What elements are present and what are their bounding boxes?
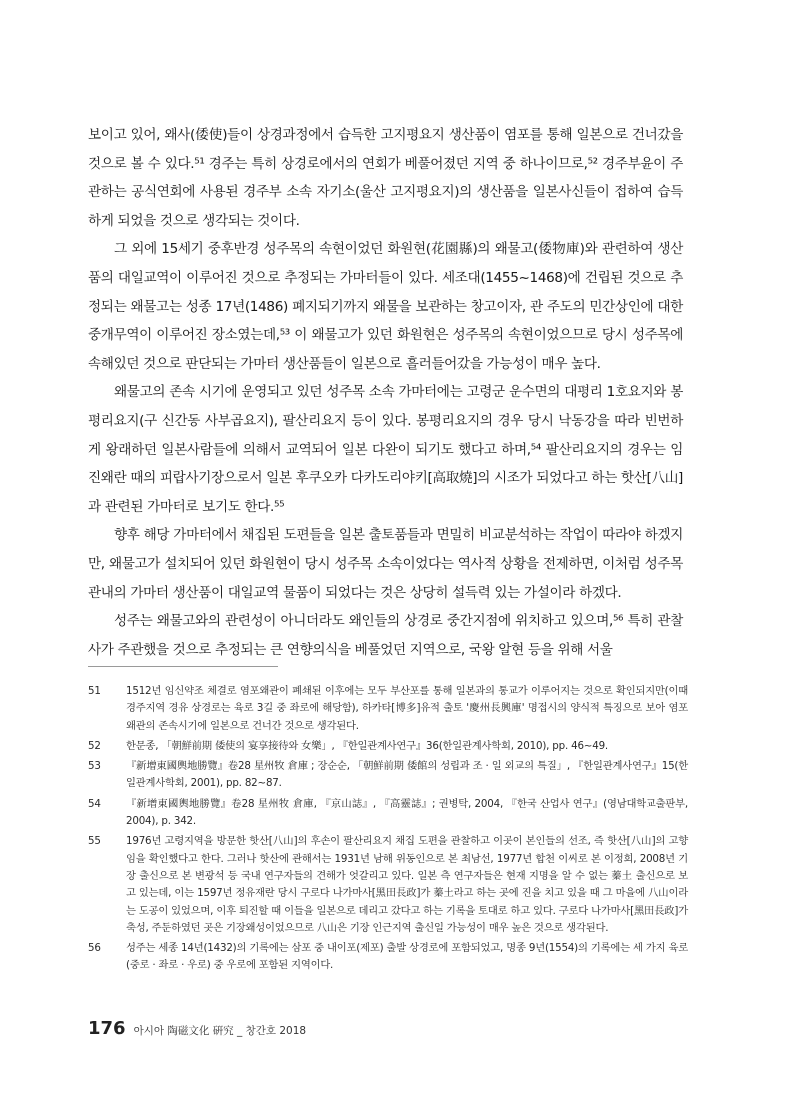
footnote-number: 54: [88, 797, 101, 810]
paragraph-2: 그 외에 15세기 중후반경 성주목의 속현이었던 화원현(花園縣)의 왜물고(倭物庫)와 관련하여 생산품의 대일교역이 이루어진 것으로 추정되는 가마터들이 있다. 세조대(1455~1468)에 건립된 것으로 추정되는 왜물고는 성종 17년(1486) 폐지되기까지 왜물을 보관하는 창고이자, 관 주도의 민간상인에 대한 중개무역이 이루어진 장소였는데,⁵³ 이 왜물고가 있던 화원현은 성주목의 속현이었으므로 당시 성주목에 속해있던 것으로 판단되는 가마터 생산품들이 일본으로 흘러들어갔을 가능성이 매우 높다.: [88, 241, 683, 372]
paragraph-5: 성주는 왜물고와의 관련성이 아니더라도 왜인들의 상경로 중간지점에 위치하고 있으며,⁵⁶ 특히 관찰사가 주관했을 것으로 추정되는 큰 연향의식을 베풀었던 지역으로, 국왕 알현 등을 위해 서울: [88, 613, 683, 658]
paragraph-3: 왜물고의 존속 시기에 운영되고 있던 성주목 소속 가마터에는 고령군 운수면의 대평리 1호요지와 봉평리요지(구 신간동 사부곱요지), 팔산리요지 등이 있다. 봉평리요지의 경우 당시 낙동강을 따라 빈번하게 왕래하던 일본사람들에 의해서 교역되어 일본 다완이 되기도 했다고 하며,⁵⁴ 팔산리요지의 경우는 임진왜란 때의 피랍사기장으로서 일본 후쿠오카 다카도리야키[高取燒]의 시조가 되었다고 하는 핫산[八山]과 관련된 가마터로 보기도 한다.⁵⁵: [88, 384, 683, 515]
footnote-number: 56: [88, 942, 101, 955]
footnote-number: 55: [88, 835, 101, 848]
paragraph-1: 보이고 있어, 왜사(倭使)들이 상경과정에서 습득한 고지평요지 생산품이 염포를 통해 일본으로 건너갔을 것으로 볼 수 있다.⁵¹ 경주는 특히 상경로에서의 연회가 베풀어졌던 지역 중 하나이므로,⁵² 경주부윤이 주관하는 공식연회에 사용된 경주부 소속 자기소(울산 고지평요지)의 생산품을 일본사신들이 접하여 습득하게 되었을 것으로 생각되는 것이다.: [88, 127, 683, 229]
footnote-text: 『新增東國輿地勝覽』卷28 星州牧 倉庫, 『京山誌』, 『高靈誌』; 권병탁, 2004, 『한국 산업사 연구』(영남대학교출판부, 2004), p. 342.: [126, 797, 688, 828]
footnote-text: 1976년 고령지역을 방문한 핫산[八山]의 후손이 팔산리요지 채집 도편을 관찰하고 이곳이 본인들의 선조, 즉 핫산[八山]의 고향임을 확인했다고 한다. 그러나 핫산에 관해서는 1931년 남해 위동인으로 본 최남선, 1977년 합천 이씨로 본 이정희, 2008년 기장 출신으로 본 변광석 등 국내 연구자들의 견해가 엇갈리고 있다. 일본 측 연구자들은 현재 지명을 알 수 없는 蓁土 출신으로 보고 있는데, 이는 1597년 정유재란 당시 구로다 나가마사[黑田長政]가 蓁土라고 하는 곳에 진을 치고 있을 때 그 마을에 八山이라는 도공이 있었으며, 이후 퇴진할 때 이들을 일본으로 데리고 갔다고 하는 기록을 토대로 하고 있다. 구로다 나가마사[黑田長政]가 축성, 주둔하였던 곳은 기장왜성이었으므로 八山은 기장 인근지역 출신일 가능성이 매우 높은 것으로 생각된다.: [126, 835, 688, 934]
journal-title: 아시아 陶磁文化 硏究 _ 창간호 2018: [133, 1025, 307, 1037]
page-footer: [88, 1018, 306, 1039]
footnote-text: 1512년 임신약조 체결로 염포왜관이 폐쇄된 이후에는 모두 부산포를 통해 일본과의 통교가 이루어지는 것으로 확인되지만(이때 경주지역 경유 상경로는 육로 3길 중 좌로에 해당함), 하카타[博多]유적 출토 '慶州長興庫' 명접시의 양식적 특징으로 보아 염포왜관의 존속시기에 일본으로 건너간 것으로 생각된다.: [126, 685, 688, 732]
footnote-52: [88, 738, 688, 755]
paragraph-4: 향후 해당 가마터에서 채집된 도편들을 일본 출토품들과 면밀히 비교분석하는 작업이 따라야 하겠지만, 왜물고가 설치되어 있던 화원현이 당시 성주목 소속이었다는 역사적 상황을 전제하면, 이처럼 성주목 관내의 가마터 생산품이 대일교역 물품이 되었다는 것은 상당히 설득력 있는 가설이라 하겠다.: [88, 527, 683, 601]
footnote-number: 52: [88, 739, 101, 752]
footnote-number: 51: [88, 685, 101, 697]
footnote-number: 53: [88, 760, 101, 773]
footnote-text: 『新增東國輿地勝覽』卷28 星州牧 倉庫 ; 장순순, 「朝鮮前期 倭館의 성립과 조 · 일 외교의 특질」, 『한일관계사연구』15(한일관계사학회, 2001), pp. 82~87.: [126, 760, 688, 790]
page-number: 176: [88, 1018, 126, 1039]
footnote-51: [88, 683, 688, 735]
footnote-56: [88, 940, 688, 975]
footnote-55: [88, 833, 688, 937]
footnote-54: [88, 796, 688, 831]
footnote-divider: [88, 666, 278, 667]
footnote-text: 한문종, 「朝鮮前期 倭使의 宴享接待와 女樂」, 『한일관계사연구』36(한일관계사학회, 2010), pp. 46~49.: [126, 739, 609, 752]
footnote-text: 성주는 세종 14년(1432)의 기록에는 삼포 중 내이포(제포) 출발 상경로에 포함되었고, 명종 9년(1554)의 기록에는 세 가지 육로(중로 · 좌로 · 우로) 중 우로에 포함된 지역이다.: [126, 942, 688, 972]
footnotes: [88, 683, 688, 978]
body-text: [88, 121, 683, 664]
footnote-53: [88, 758, 688, 793]
